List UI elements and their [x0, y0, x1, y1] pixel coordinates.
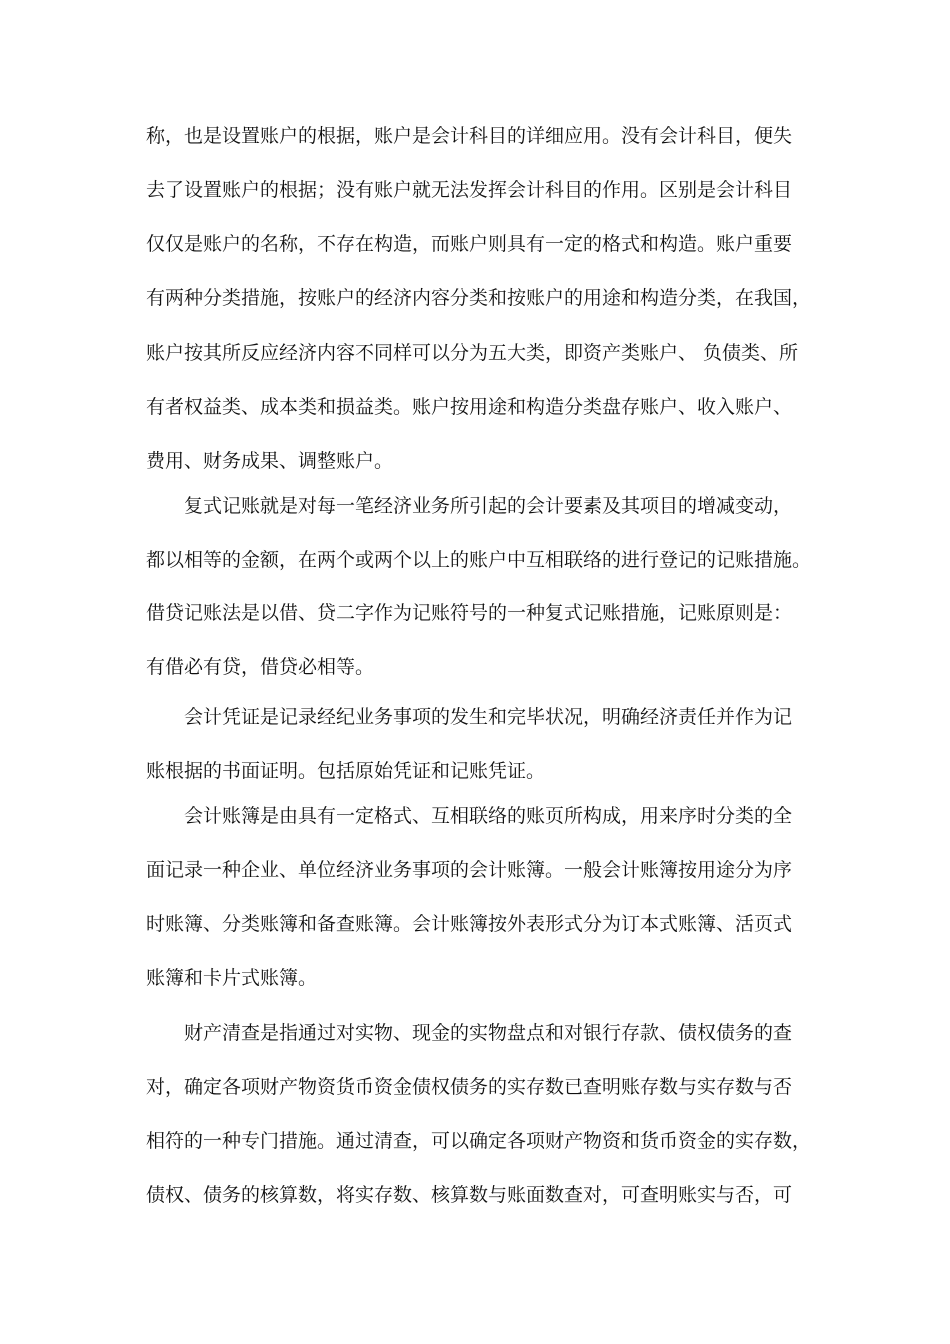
text-line: 费用、财务成果、调整账户。 — [146, 450, 394, 472]
text-line: 会计凭证是记录经纪业务事项的发生和完毕状况，明确经济责任并作为记 — [146, 706, 793, 728]
text-line: 账根据的书面证明。包括原始凭证和记账凭证。 — [146, 760, 546, 782]
text-line: 账簿和卡片式账簿。 — [146, 967, 318, 989]
text-line: 有者权益类、成本类和损益类。账户按用途和构造分类盘存账户、收入账户、 — [146, 396, 793, 418]
text-line: 时账簿、分类账簿和备查账簿。会计账簿按外表形式分为订本式账簿、活页式 — [146, 913, 793, 935]
text-line: 财产清查是指通过对实物、现金的实物盘点和对银行存款、债权债务的查 — [146, 1022, 793, 1044]
text-line: 都以相等的金额，在两个或两个以上的账户中互相联络的进行登记的记账措施。 — [146, 549, 812, 571]
text-line: 对，确定各项财产物资货币资金债权债务的实存数已查明账存数与实存数与否 — [146, 1076, 793, 1098]
text-line: 称，也是设置账户的根据，账户是会计科目的详细应用。没有会计科目，便失 — [146, 125, 793, 147]
text-line: 有借必有贷，借贷必相等。 — [146, 656, 375, 678]
text-line: 有两种分类措施，按账户的经济内容分类和按账户的用途和构造分类，在我国， — [146, 287, 812, 309]
text-line: 面记录一种企业、单位经济业务事项的会计账簿。一般会计账簿按用途分为序 — [146, 859, 793, 881]
text-line: 债权、债务的核算数，将实存数、核算数与账面数查对，可查明账实与否，可 — [146, 1184, 793, 1206]
text-line: 复式记账就是对每一笔经济业务所引起的会计要素及其项目的增减变动， — [146, 495, 793, 517]
text-line: 相符的一种专门措施。通过清查，可以确定各项财产物资和货币资金的实存数， — [146, 1130, 812, 1152]
text-line: 账户按其所反应经济内容不同样可以分为五大类，即资产类账户、 负债类、所 — [146, 342, 799, 364]
text-line: 去了设置账户的根据；没有账户就无法发挥会计科目的作用。区别是会计科目 — [146, 179, 793, 201]
text-line: 仅仅是账户的名称，不存在构造，而账户则具有一定的格式和构造。账户重要 — [146, 233, 793, 255]
text-line: 会计账簿是由具有一定格式、互相联络的账页所构成，用来序时分类的全 — [146, 805, 793, 827]
text-line: 借贷记账法是以借、贷二字作为记账符号的一种复式记账措施，记账原则是： — [146, 602, 793, 624]
